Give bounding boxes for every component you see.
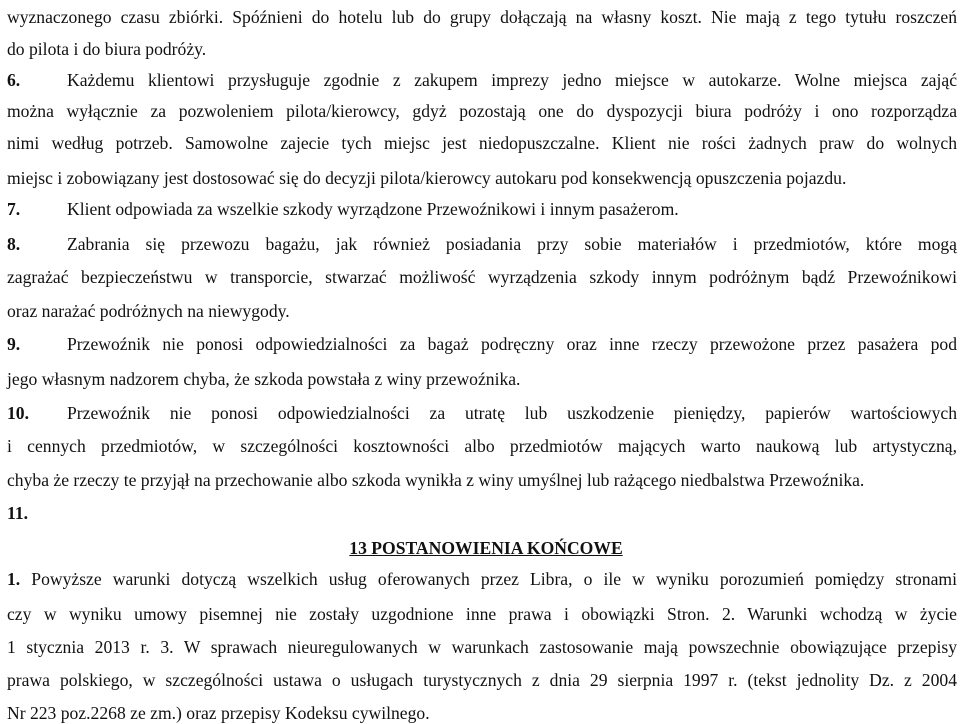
section-heading [0, 537, 960, 559]
item-number: 6. [7, 70, 21, 90]
list-item-11 [7, 502, 957, 524]
paragraph-line: i cennych przedmiotów, w szczególności kosztowności albo przedmiotów mających warto naukową lub artystyczną, [7, 436, 957, 456]
paragraph-line: można wyłącznie za pozwoleniem pilota/kierowcy, gdyż pozostają one do dyspozycji biura podróży i ono rozporządza [7, 101, 957, 121]
paragraph-line: Każdemu klientowi przysługuje zgodnie z zakupem imprezy jedno miejsce w autokarze. Wolne miejsca zająć [67, 70, 957, 90]
paragraph-line: Przewoźnik nie ponosi odpowiedzialności za bagaż podręczny oraz inne rzeczy przewożone przez pasażera pod [67, 334, 957, 354]
heading-title: 13 POSTANOWIENIA KOŃCOWE [349, 538, 623, 558]
paragraph-line: oraz narażać podróżnych na niewygody. [7, 301, 290, 321]
item-number: 7. [7, 199, 21, 219]
list-item-6 [7, 69, 957, 91]
item-number: 9. [7, 334, 21, 354]
paragraph-line: prawa polskiego, w szczególności ustawa o usługach turystycznych z dnia 29 sierpnia 1997 r. (tekst jednolity Dz. z 2004 [7, 670, 957, 690]
item-number: 11. [7, 503, 29, 523]
paragraph-line: nimi według potrzeb. Samowolne zajecie tych miejsc jest niedopuszczalne. Klient nie rości żadnych praw do wolnych [7, 133, 957, 153]
item-number: 8. [7, 234, 21, 254]
item-number: 1. [7, 569, 21, 589]
paragraph-line: jego własnym nadzorem chyba, że szkoda powstała z winy przewoźnika. [7, 369, 521, 389]
paragraph-line: do pilota i do biura podróży. [7, 39, 207, 59]
paragraph-line: 1 stycznia 2013 r. 3. W sprawach nieuregulowanych w warunkach zastosowanie mają powszechnie obowiązujące przepisy [7, 637, 957, 657]
paragraph-line: Zabrania się przewozu bagażu, jak również posiadania przy sobie materiałów i przedmiotów, które mogą [67, 234, 957, 254]
section-item-1 [7, 568, 957, 590]
paragraph-line: Przewoźnik nie ponosi odpowiedzialności za utratę lub uszkodzenie pieniędzy, papierów wartościowych [67, 403, 957, 423]
list-item-7 [7, 198, 957, 220]
paragraph-line: zagrażać bezpieczeństwu w transporcie, stwarzać możliwość wyrządzenia szkody innym podróżnym bądź Przewoźnikowi [7, 267, 957, 287]
paragraph-line: Powyższe warunki dotyczą wszelkich usług oferowanych przez Libra, o ile w wyniku porozumień pomiędzy stronami [31, 569, 957, 589]
paragraph-line: miejsc i zobowiązany jest dostosować się do decyzji pilota/kierowcy autokaru pod konsekwencją opuszczenia pojazdu. [7, 168, 847, 188]
paragraph-line: chyba że rzeczy te przyjął na przechowanie albo szkoda wynikła z winy umyślnej lub rażącego niedbalstwa Przewoźnika. [7, 470, 865, 490]
paragraph-line: Nr 223 poz.2268 ze zm.) oraz przepisy Kodeksu cywilnego. [7, 703, 430, 723]
paragraph-line: czy w wyniku umowy pisemnej nie zostały uzgodnione inne prawa i obowiązki Stron. 2. Warunki wchodzą w życie [7, 604, 957, 624]
list-item-9 [7, 333, 957, 355]
list-item-8 [7, 233, 957, 255]
item-number: 10. [7, 403, 29, 423]
paragraph-line: wyznaczonego czasu zbiórki. Spóźnieni do hotelu lub do grupy dołączają na własny koszt. Nie mają z tego tytułu roszczeń [7, 7, 957, 27]
list-item-10 [7, 402, 957, 424]
paragraph-line: Klient odpowiada za wszelkie szkody wyrządzone Przewoźnikowi i innym pasażerom. [67, 199, 679, 219]
